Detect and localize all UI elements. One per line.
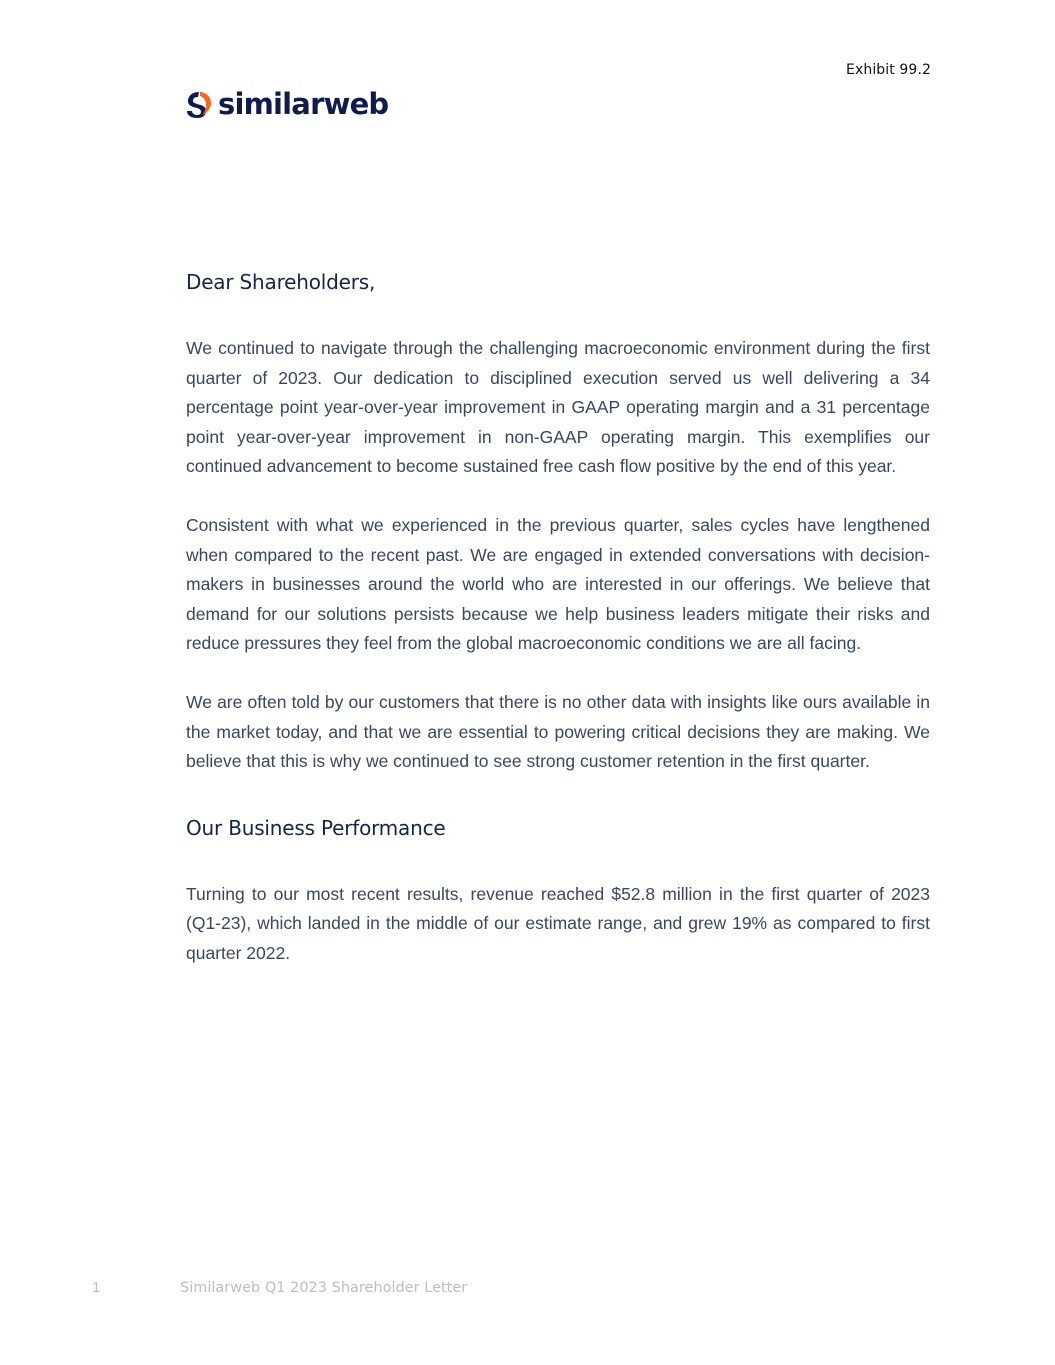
paragraph: Consistent with what we experienced in the previous quarter, sales cycles have lengthened when compared to the recent past. We are engaged in extended conversations with decision-makers in businesses around the world who are interested in our offerings. We believe that demand for our solutions persists because we help business leaders mitigate their risks and reduce pressures they feel from the global macroeconomic conditions we are all facing.: [186, 514, 930, 654]
exhibit-label: Exhibit 99.2: [846, 62, 931, 78]
paragraph: Turning to our most recent results, revenue reached $52.8 million in the first quarter of 2023 (Q1-23), which landed in the middle of our estimate range, and grew 19% as compared to first quarter 2022.: [186, 883, 930, 963]
footer-document-title: Similarweb Q1 2023 Shareholder Letter: [180, 1280, 468, 1296]
paragraph: We continued to navigate through the challenging macroeconomic environment during the first quarter of 2023. Our dedication to disciplined execution served us well delivering a 34 percentage point year-over-year improvement in GAAP operating margin and a 31 percentage point year-over-year improvement in non-GAAP operating margin. This exemplifies our continued advancement to become sustained free cash flow positive by the end of this year.: [186, 338, 930, 477]
similarweb-logo: [186, 86, 388, 122]
section-heading: Our Business Performance: [186, 815, 446, 840]
greeting-heading: Dear Shareholders,: [186, 270, 376, 294]
similarweb-logo-icon: [186, 90, 212, 118]
page-number: 1: [92, 1279, 101, 1296]
letter-body: [186, 270, 930, 998]
paragraph: We are often told by our customers that there is no other data with insights like ours available in the market today, and that we are essential to powering critical decisions they are making. We believe that this is why we continued to see strong customer retention in the first quarter.: [186, 691, 930, 772]
logo-wordmark: similarweb: [218, 87, 389, 121]
